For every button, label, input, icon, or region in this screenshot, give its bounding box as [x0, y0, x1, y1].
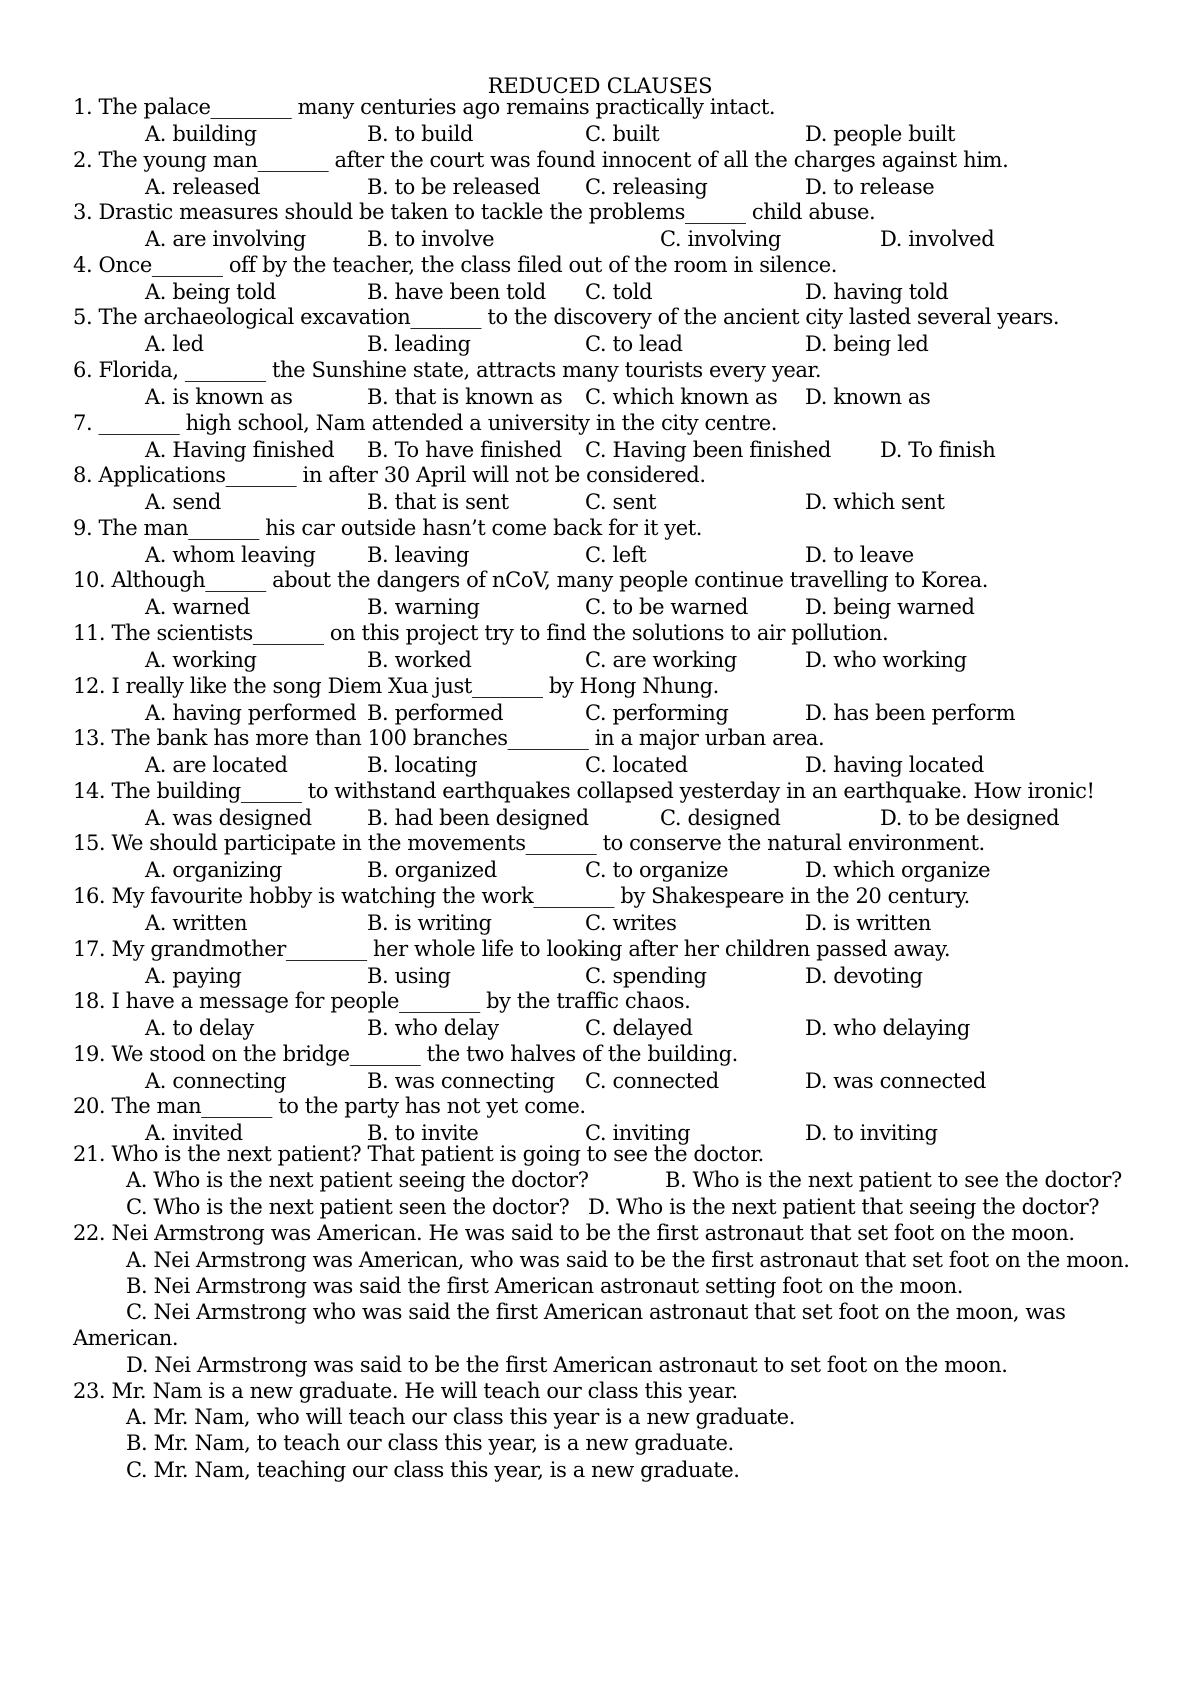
option-a: A. warned — [145, 595, 250, 619]
option-c: C. sent — [585, 490, 657, 514]
question-stem: 20. The man_______ to the party has not yet come. — [73, 1094, 586, 1118]
question-stem: 18. I have a message for people________ by the traffic chaos. — [73, 989, 691, 1013]
option-b: B. Mr. Nam, to teach our class this year, is a new graduate. — [126, 1431, 734, 1455]
option-c: C. designed — [660, 806, 781, 830]
question-stem: 2. The young man_______ after the court was found innocent of all the charges against him. — [73, 148, 1009, 172]
option-a: A. was designed — [145, 806, 312, 830]
question-stem: 12. I really like the song Diem Xua just_______ by Hong Nhung. — [73, 674, 719, 698]
option-b: B. Who is the next patient to see the doctor? — [665, 1168, 1122, 1192]
option-b: B. to invite — [367, 1121, 479, 1145]
question-stem: 10. Although______ about the dangers of nCoV, many people continue travelling to Korea. — [73, 568, 989, 592]
option-d: D. Who is the next patient that seeing the doctor? — [588, 1195, 1100, 1219]
option-a: A. are located — [145, 753, 288, 777]
option-a: A. Mr. Nam, who will teach our class this year is a new graduate. — [126, 1405, 795, 1429]
option-d: D. having told — [805, 280, 949, 304]
option-c: C. inviting — [585, 1121, 691, 1145]
option-a: A. connecting — [145, 1069, 287, 1093]
question-stem: 11. The scientists_______ on this project try to find the solutions to air pollution. — [73, 621, 889, 645]
option-c: C. to be warned — [585, 595, 748, 619]
option-a: A. building — [145, 122, 257, 146]
option-b: B. Nei Armstrong was said the first American astronaut setting foot on the moon. — [126, 1274, 963, 1298]
option-a: A. led — [145, 332, 204, 356]
option-c: C. located — [585, 753, 688, 777]
option-d: D. to release — [805, 175, 935, 199]
option-c: C. left — [585, 543, 647, 567]
option-c: C. built — [585, 122, 660, 146]
option-b: B. leading — [367, 332, 471, 356]
option-c: C. writes — [585, 911, 677, 935]
option-a: A. invited — [145, 1121, 243, 1145]
option-b: B. to be released — [367, 175, 541, 199]
option-c: C. Nei Armstrong who was said the first American astronaut that set foot on the moon, was — [126, 1300, 1066, 1324]
option-a: A. Nei Armstrong was American, who was said to be the first astronaut that set foot on the moon. — [126, 1248, 1130, 1272]
option-c: C. are working — [585, 648, 737, 672]
question-stem: 1. The palace________ many centuries ago remains practically intact. — [73, 95, 776, 119]
option-b: B. leaving — [367, 543, 469, 567]
question-stem: 15. We should participate in the movements_______ to conserve the natural environment. — [73, 831, 985, 855]
option-d: D. having located — [805, 753, 984, 777]
option-b: B. was connecting — [367, 1069, 555, 1093]
option-b: B. To have finished — [367, 438, 562, 462]
option-c: C. to lead — [585, 332, 683, 356]
option-a: A. to delay — [145, 1016, 254, 1040]
option-d: D. involved — [880, 227, 995, 251]
option-b: B. warning — [367, 595, 480, 619]
option-c: C. involving — [660, 227, 781, 251]
option-d: D. who delaying — [805, 1016, 970, 1040]
option-b: B. to build — [367, 122, 473, 146]
question-stem: 3. Drastic measures should be taken to tackle the problems______ child abuse. — [73, 200, 876, 224]
question-stem: 5. The archaeological excavation_______ to the discovery of the ancient city lasted several years. — [73, 305, 1060, 329]
option-c: C. Having been finished — [585, 438, 831, 462]
option-a: A. written — [145, 911, 248, 935]
option-a: A. is known as — [145, 385, 293, 409]
option-b: B. is writing — [367, 911, 492, 935]
page-title: REDUCED CLAUSES — [487, 74, 713, 98]
option-a: A. paying — [145, 964, 242, 988]
option-a: A. released — [145, 175, 260, 199]
question-stem: 4. Once_______ off by the teacher, the class filed out of the room in silence. — [73, 253, 838, 277]
question-stem: 6. Florida, ________ the Sunshine state, attracts many tourists every year. — [73, 358, 822, 382]
question-stem: 16. My favourite hobby is watching the work________ by Shakespeare in the 20 century. — [73, 884, 970, 908]
option-b: B. organized — [367, 858, 497, 882]
option-c-continued: American. — [73, 1326, 179, 1350]
option-a: A. organizing — [145, 858, 282, 882]
question-stem: 8. Applications_______ in after 30 April will not be considered. — [73, 463, 706, 487]
option-d: D. has been perform — [805, 701, 1016, 725]
option-a: A. Who is the next patient seeing the doctor? — [126, 1168, 589, 1192]
question-stem: 7. ________ high school, Nam attended a university in the city centre. — [73, 411, 778, 435]
option-c: C. Mr. Nam, teaching our class this year, is a new graduate. — [126, 1458, 740, 1482]
option-d: D. which organize — [805, 858, 991, 882]
option-a: A. send — [145, 490, 221, 514]
option-d: D. which sent — [805, 490, 945, 514]
question-stem: 17. My grandmother________ her whole life to looking after her children passed away. — [73, 937, 951, 961]
option-a: A. working — [145, 648, 257, 672]
option-b: B. have been told — [367, 280, 546, 304]
option-d: D. to be designed — [880, 806, 1060, 830]
option-a: A. being told — [145, 280, 276, 304]
question-stem: 13. The bank has more than 100 branches________ in a major urban area. — [73, 726, 825, 750]
option-d: D. known as — [805, 385, 931, 409]
option-d: D. Nei Armstrong was said to be the first American astronaut to set foot on the moon. — [126, 1353, 1008, 1377]
option-a: A. whom leaving — [145, 543, 316, 567]
option-d: D. is written — [805, 911, 931, 935]
option-b: B. locating — [367, 753, 478, 777]
option-d: D. being warned — [805, 595, 975, 619]
option-b: B. to involve — [367, 227, 495, 251]
option-a: A. Having finished — [145, 438, 335, 462]
option-d: D. to leave — [805, 543, 914, 567]
question-stem: 21. Who is the next patient? That patient is going to see the doctor. — [73, 1142, 764, 1166]
option-b: B. performed — [367, 701, 504, 725]
question-stem: 9. The man_______ his car outside hasn’t come back for it yet. — [73, 516, 703, 540]
option-c: C. which known as — [585, 385, 778, 409]
question-stem: 14. The building______ to withstand earthquakes collapsed yesterday in an earthquake. How ironic! — [73, 779, 1095, 803]
question-stem: 22. Nei Armstrong was American. He was said to be the first astronaut that set foot on the moon. — [73, 1221, 1075, 1245]
option-d: D. To finish — [880, 438, 996, 462]
question-stem: 23. Mr. Nam is a new graduate. He will teach our class this year. — [73, 1379, 738, 1403]
option-a: A. having performed — [145, 701, 357, 725]
option-d: D. being led — [805, 332, 929, 356]
option-b: B. had been designed — [367, 806, 589, 830]
option-d: D. people built — [805, 122, 956, 146]
option-b: B. worked — [367, 648, 472, 672]
option-a: A. are involving — [145, 227, 306, 251]
option-d: D. devoting — [805, 964, 923, 988]
option-d: D. was connected — [805, 1069, 986, 1093]
option-b: B. who delay — [367, 1016, 499, 1040]
option-c: C. spending — [585, 964, 707, 988]
option-c: C. connected — [585, 1069, 719, 1093]
question-stem: 19. We stood on the bridge_______ the two halves of the building. — [73, 1042, 738, 1066]
option-c: C. to organize — [585, 858, 729, 882]
option-c: C. releasing — [585, 175, 708, 199]
option-c: C. performing — [585, 701, 729, 725]
option-c: C. delayed — [585, 1016, 693, 1040]
option-d: D. to inviting — [805, 1121, 938, 1145]
option-c: C. told — [585, 280, 653, 304]
option-c: C. Who is the next patient seen the doctor? — [126, 1195, 570, 1219]
option-b: B. that is sent — [367, 490, 509, 514]
option-b: B. that is known as — [367, 385, 563, 409]
option-b: B. using — [367, 964, 451, 988]
option-d: D. who working — [805, 648, 967, 672]
